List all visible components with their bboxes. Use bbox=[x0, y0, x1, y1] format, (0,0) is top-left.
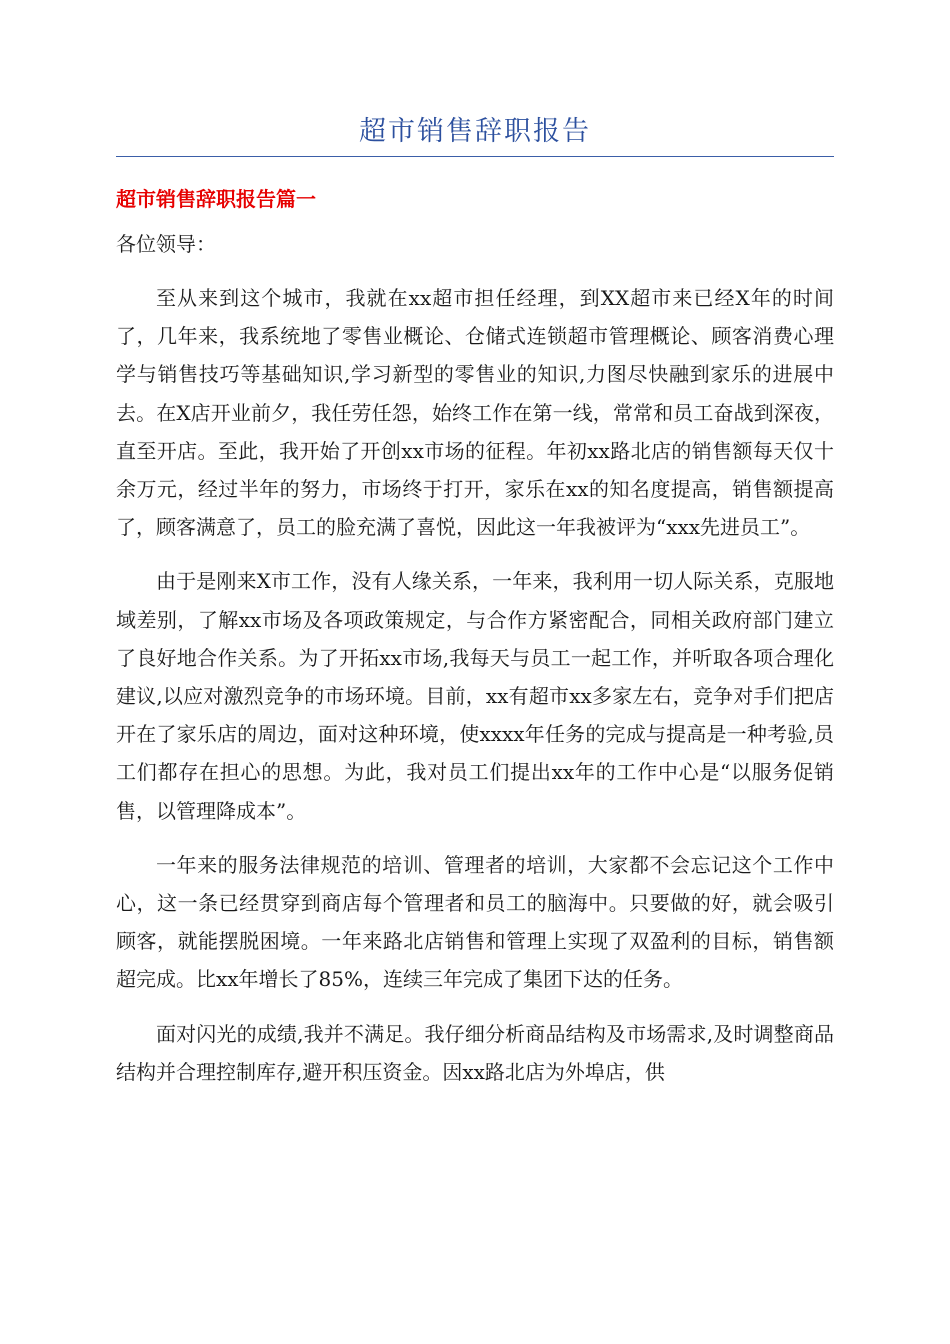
paragraph-3: 一年来的服务法律规范的培训、管理者的培训，大家都不会忘记这个工作中心，这一条已经贯穿到商店每个管理者和员工的脑海中。只要做的好，就会吸引顾客，就能摆脱困境。一年来路北店销售和管理上实现了双盈利的目标，销售额超完成。比xx年增长了85%，连续三年完成了集团下达的任务。 bbox=[116, 852, 834, 992]
section-heading: 超市销售辞职报告篇一 bbox=[116, 187, 316, 211]
document-title: 超市销售辞职报告 bbox=[359, 116, 591, 147]
paragraph-2: 由于是刚来X市工作，没有人缘关系，一年来，我利用一切人际关系，克服地域差别，了解xx市场及各项政策规定，与合作方紧密配合，同相关政府部门建立了良好地合作关系。为了开拓xx市场,我每天与员工一起工作，并听取各项合理化建议,以应对激烈竞争的市场环境。目前，xx有超市xx多家左右，竞争对手们把店开在了家乐店的周边，面对这种环境，使xxxx年任务的完成与提高是一种考验,员工们都存在担心的思想。为此，我对员工们提出xx年的工作中心是“以服务促销售，以管理降成本”。 bbox=[116, 569, 834, 823]
paragraph-1: 至从来到这个城市，我就在xx超市担任经理，到XX超市来已经X年的时间了，几年来，我系统地了零售业概论、仓储式连锁超市管理概论、顾客消费心理学与销售技巧等基础知识,学习新型的零售业的知识,力图尽快融到家乐的进展中去。在X店开业前夕，我任劳任怨，始终工作在第一线，常常和员工奋战到深夜，直至开店。至此，我开始了开创xx市场的征程。年初xx路北店的销售额每天仅十余万元，经过半年的努力，市场终于打开，家乐在xx的知名度提高，销售额提高了，顾客满意了，员工的脸充满了喜悦，因此这一年我被评为“xxx先进员工”。 bbox=[116, 286, 834, 540]
title-underline-rule bbox=[116, 156, 834, 157]
document-page bbox=[116, 0, 834, 1091]
paragraph-4: 面对闪光的成绩,我并不满足。我仔细分析商品结构及市场需求,及时调整商品结构并合理控制库存,避开积压资金。因xx路北店为外埠店，供 bbox=[116, 1021, 834, 1084]
salutation: 各位领导： bbox=[116, 232, 216, 256]
